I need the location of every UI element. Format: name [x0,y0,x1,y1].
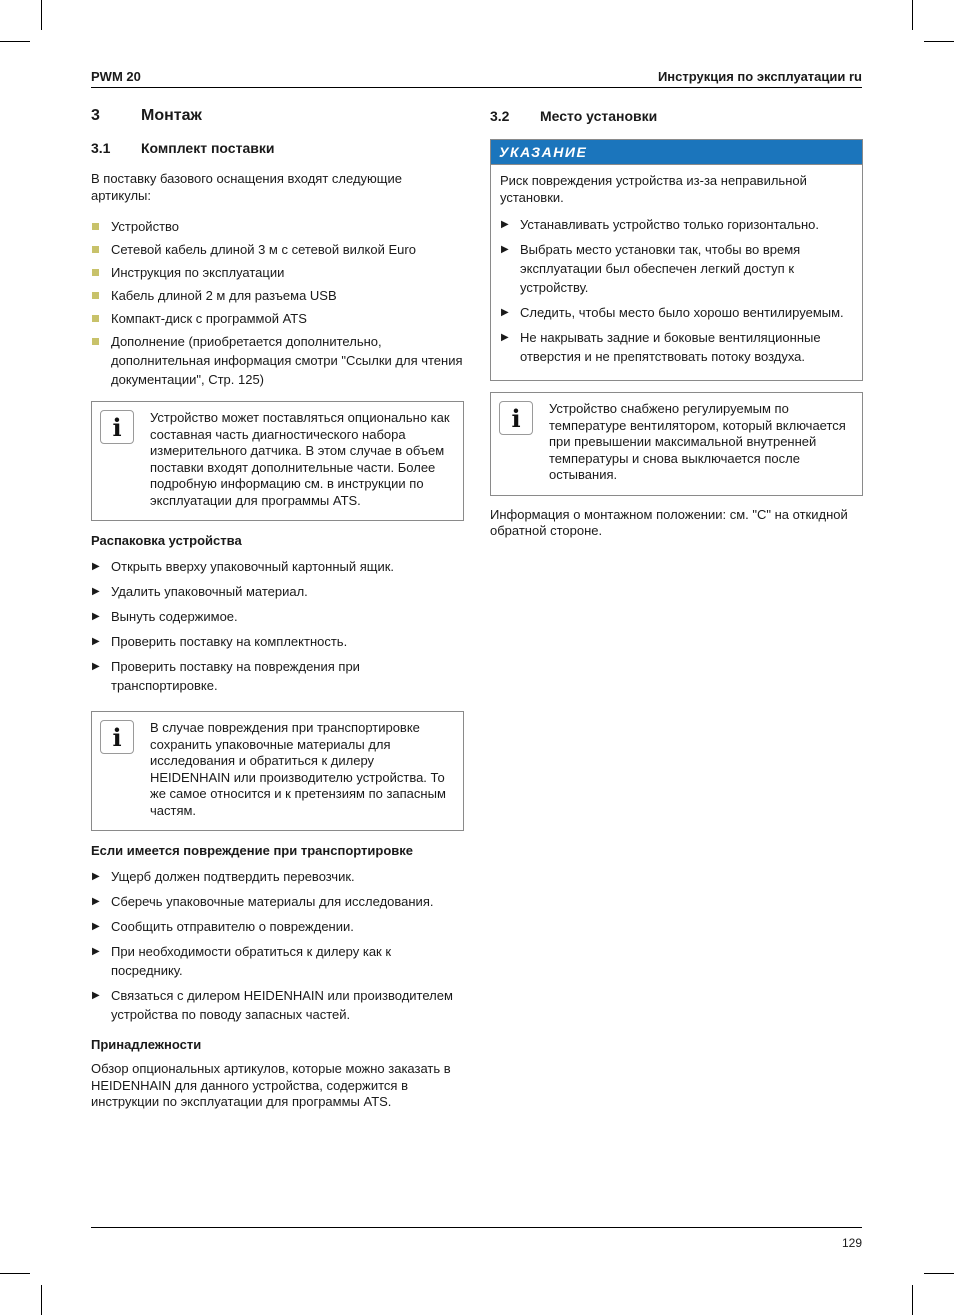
list-item: ▶ Проверить поставку на комплектность. [92,634,348,649]
info-text: В случае повреждения при транспортировке сохранить упаковочные материалы для исследования и обратиться к дилеру HEIDENHAIN или производителю устройства. То же самое относится и к претензиям по запасным частям. [150,720,446,818]
triangle-right-icon: ▶ [92,611,100,622]
info-box-damage [91,711,464,831]
triangle-right-icon: ▶ [92,946,100,957]
header-rule [91,87,862,88]
square-bullet-icon [92,269,99,276]
triangle-right-icon: ▶ [92,586,100,597]
list-item: ▶ Удалить упаковочный материал. [92,584,308,599]
list-item: Устройство [91,217,464,236]
list-item: ▶ Следить, чтобы место было хорошо вентилируемым. [501,305,844,320]
list-item: Сетевой кабель длиной 3 м с сетевой вилкой Euro [91,240,464,259]
info-icon: i [100,410,134,444]
delivery-intro: В поставку базового оснащения входят следующие артикулы: [91,171,402,203]
left-column [91,106,464,1124]
info-text: Устройство снабжено регулируемым по температуре вентилятором, который включается при превышении максимальной внутренней температуры и снова выключается после остывания. [549,401,846,482]
square-bullet-icon [92,338,99,345]
subsection-number: 3.2 [490,108,510,124]
header-product: PWM 20 [91,69,141,84]
crop-mark [41,0,42,30]
triangle-right-icon: ▶ [92,661,100,672]
triangle-right-icon: ▶ [92,990,100,1001]
section-title: Монтаж [141,107,202,124]
notice-text: Риск повреждения устройства из-за неправильной установки. [500,173,807,205]
right-column [490,106,863,553]
list-item: ▶ Выбрать место установки так, чтобы во время эксплуатации был обеспечен легкий доступ к устройству. [501,242,801,295]
triangle-right-icon: ▶ [92,561,100,572]
list-item: Дополнение (приобретается дополнительно, дополнительная информация смотри "Ссылки для чтения документации", Стр. 125) [91,332,464,389]
unpack-heading: Распаковка устройства [91,533,242,548]
section-number: 3 [91,107,100,124]
square-bullet-icon [92,292,99,299]
info-icon: i [499,401,533,435]
triangle-right-icon: ▶ [92,921,100,932]
list-item: Инструкция по эксплуатации [91,263,464,282]
list-item: Кабель длиной 2 м для разъема USB [91,286,464,305]
triangle-right-icon: ▶ [501,219,509,230]
subsection-title: Комплект поставки [141,140,275,156]
subsection-title: Место установки [540,108,658,124]
unpack-steps [91,557,464,695]
square-bullet-icon [92,223,99,230]
crop-mark [0,41,30,42]
accessories-text: Обзор опциональных артикулов, которые можно заказать в HEIDENHAIN для данного устройства, содержится в инструкции по эксплуатации для программы ATS. [91,1061,451,1109]
accessories-heading: Принадлежности [91,1037,202,1052]
list-item: ▶ Вынуть содержимое. [92,609,238,624]
triangle-right-icon: ▶ [501,332,509,343]
crop-mark [912,0,913,30]
list-item: ▶ Ущерб должен подтвердить перевозчик. [92,869,355,884]
footer-rule [91,1227,862,1228]
crop-mark [924,41,954,42]
notice-steps [500,215,852,366]
list-item: ▶ Проверить поставку на повреждения при транспортировке. [92,659,360,693]
square-bullet-icon [92,246,99,253]
info-text: Устройство может поставляться опционально как составная часть диагностического набора измерительного датчика. В этом случае в объем поставки входят дополнительные части. Более подробную информацию см. в инструкции по эксплуатации для программы ATS. [150,410,450,508]
notice-box [490,139,863,381]
list-item: ▶ Сообщить отправителю о повреждении. [92,919,354,934]
subsection-number: 3.1 [91,140,111,156]
page-number: 129 [841,1236,862,1250]
damage-steps [91,867,464,1024]
section-heading [91,106,464,126]
notice-label: УКАЗАНИЕ [491,140,862,165]
subsection-heading [490,106,863,126]
triangle-right-icon: ▶ [92,636,100,647]
list-item: ▶ Сберечь упаковочные материалы для исследования. [92,894,434,909]
damage-heading: Если имеется повреждение при транспортировке [91,843,413,858]
crop-mark [41,1285,42,1315]
list-item: ▶ Открыть вверху упаковочный картонный ящик. [92,559,395,574]
list-item: ▶ При необходимости обратиться к дилеру как к посреднику. [92,944,392,978]
triangle-right-icon: ▶ [501,307,509,318]
info-box-delivery [91,401,464,521]
subsection-heading [91,139,464,157]
triangle-right-icon: ▶ [92,871,100,882]
crop-mark [912,1285,913,1315]
list-item: ▶ Связаться с дилером HEIDENHAIN или производителем устройства по поводу запасных частей. [92,988,453,1022]
list-item: ▶ Устанавливать устройство только горизонтально. [501,217,820,232]
list-item: ▶ Не накрывать задние и боковые вентиляционные отверстия и не препятствовать потоку воздуха. [501,330,821,364]
mounting-text: Информация о монтажном положении: см. "C" на откидной обратной стороне. [490,506,848,538]
header-doc-title: Инструкция по эксплуатации ru [657,69,862,84]
info-icon: i [100,720,134,754]
square-bullet-icon [92,315,99,322]
crop-mark [0,1273,30,1274]
delivery-list [91,217,464,389]
crop-mark [924,1273,954,1274]
list-item: Компакт-диск с программой ATS [91,309,464,328]
triangle-right-icon: ▶ [501,244,509,255]
triangle-right-icon: ▶ [92,896,100,907]
info-box-fan [490,392,863,496]
